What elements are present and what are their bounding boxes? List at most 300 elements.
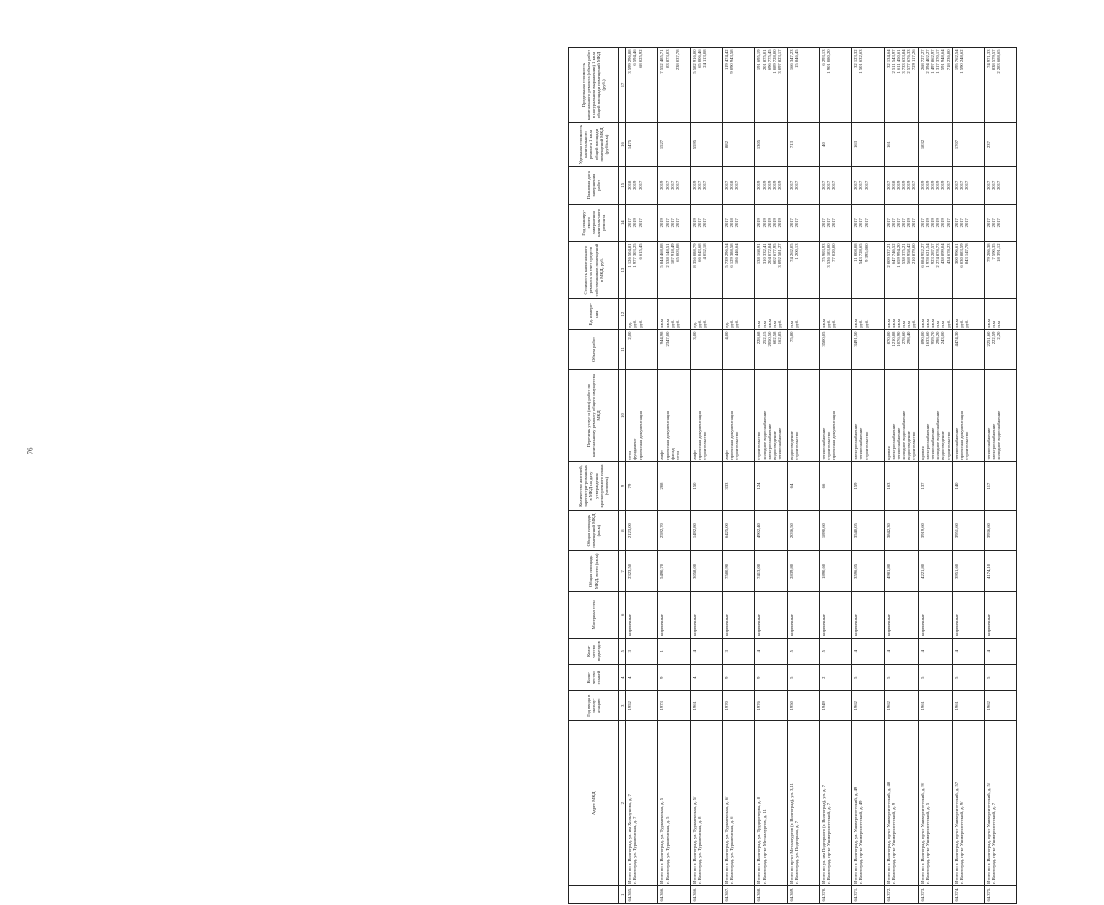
column-number: 9 [619,462,626,510]
table-body [626,48,1017,904]
year-cell: 1970 [723,691,755,721]
year-plan-cell-line: 2017 [826,218,832,228]
year-cell: 1973 [658,691,690,721]
unit-cell-line: п.м [756,321,762,328]
limit-cost-cell-line [864,50,869,121]
date-cell-line: 2019 [659,180,665,190]
unit-cell-line: п.м [991,321,997,328]
cost-cell-line: 1 126 504,81 [627,243,633,268]
limit-cost-cell-line: 1 590 248,62 [958,49,964,74]
date-cell-line: 2017 [831,180,837,190]
column-number: 4 [619,664,626,690]
limit-cost-cell [884,48,918,123]
specific-cost-cell: 1832 [918,123,952,167]
cost-cell [787,241,819,298]
limit-cost-cell-line: 3 599 296,88 [627,49,633,74]
volume-cell [658,330,690,370]
cost-cell-line: 79 286,38 [986,243,992,262]
date-cell-line: 2017 [885,180,891,190]
works-cell-line: строительство [826,431,832,460]
cost-cell-line: 1 977 303,25 [632,243,638,268]
volume-cell-line: 278,60 [901,331,907,345]
volume-cell-line: 870,00 [885,331,891,345]
specific-cost-cell: 40 [819,123,851,167]
limit-cost-cell [852,48,884,123]
cost-cell-line: 77 020,00 [831,243,837,262]
year-cell: 1976 [755,691,787,721]
date-cell-line: 2017 [820,180,826,190]
cost-cell-line: 543 728,65 [858,243,864,265]
works-cell-line: кровля [919,446,925,460]
limit-cost-cell-line: 838 579,57 [991,49,997,71]
year-plan-cell-line: 2017 [664,218,670,228]
entrances-cell: 4 [952,638,984,664]
cost-cell [985,241,1017,298]
year-plan-cell-line: 2019 [940,218,946,228]
row-number: 64.366. [690,886,722,904]
unit-cell-line: п.м [940,321,946,328]
area-cell: 3596,05 [852,551,884,592]
volume-cell-line: 944,98 [659,331,665,345]
volume-cell-line [911,332,916,368]
volume-cell-line [964,332,969,368]
unit-cell-line: руб. [777,319,783,328]
year-plan-cell-line: 2017 [675,218,680,228]
people-cell: 208 [658,462,690,510]
address-cell [884,721,918,886]
table-row [723,48,755,904]
limit-cost-cell-line: 718 236,00 [945,49,951,71]
table-row [755,48,787,904]
cost-cell-line: 65 003,08 [675,243,680,262]
unit-cell-line: кв.м [664,319,670,328]
date-cell-line: 2019 [756,180,762,190]
address-label: г. Волгоград, пр-кт Университетский, д. 9/ [958,801,964,884]
year-plan-cell-line: 2017 [863,218,869,228]
limit-cost-cell-line: 591 948,64 [940,49,946,71]
year-plan-cell-line: 2017 [696,218,702,228]
area-cell: 7580,90 [723,551,755,592]
date-cell-line: 2017 [964,180,970,190]
year-plan-cell-line: 2019 [777,218,783,228]
year-plan-cell-line: 2017 [953,218,959,228]
works-cell-line: теплоснабжение [986,427,992,460]
date-cell-line: 2017 [858,180,864,190]
date-cell-line: 2017 [702,180,708,190]
address-cell [819,721,851,886]
area2-cell: 2592,70 [658,510,690,551]
column-number: 8 [619,510,626,551]
area-cell: 4174,10 [985,551,1017,592]
volume-cell-line [946,332,951,368]
table-row [819,48,851,904]
works-cell [755,369,787,462]
year-plan-cell-line: 2019 [756,218,762,228]
year-plan-cell [787,204,819,241]
unit-cell-line: кв.м [930,319,936,328]
date-cell-line: 2019 [940,180,946,190]
area-cell: 2323,50 [626,551,658,592]
entrances-cell: 3 [626,638,658,664]
total-label: Итого по г. Волгоград, ул. им Хользунова, д. 7 [627,794,633,884]
cost-cell [690,241,722,298]
material-cell: кирпичные [918,592,952,638]
works-cell-line: теплоснабжение [930,427,936,460]
table-row [918,48,952,904]
unit-cell-line: ед. [627,322,633,328]
limit-cost-cell-line: 166 347,23 [788,49,794,71]
cost-cell [658,241,690,298]
unit-cell-line: руб. [911,319,917,328]
works-cell [690,369,722,462]
limit-cost-cell-line: 1 317 370,17 [935,49,941,74]
cost-cell-line: 138 168,91 [756,243,762,265]
date-cell-line: 2019 [895,180,901,190]
address-label: г. Волгоград, пр-кт Университетский, д. 7 [991,802,997,884]
year-plan-cell-line: 2019 [659,218,665,228]
date-cell-line: 2017 [696,180,702,190]
date-cell-line: 2017 [986,180,992,190]
unit-cell-line: руб. [729,319,735,328]
unit-cell [819,299,851,330]
limit-cost-cell [723,48,755,123]
year-plan-cell [819,204,851,241]
row-number: 64.369. [787,886,819,904]
year-plan-cell [755,204,787,241]
cost-cell-line: 6 129 388,58 [729,243,735,268]
people-cell: 163 [884,462,918,510]
specific-cost-cell: 882 [723,123,755,167]
entrances-cell: 4 [918,638,952,664]
date-cell [787,167,819,204]
year-plan-cell-line: 2017 [734,218,740,228]
works-cell-line: проектная документация [831,411,837,460]
year-plan-cell-line: 2019 [761,218,767,228]
works-cell-line: фундамент [632,438,638,460]
cost-cell-line: 186 446,64 [734,243,740,265]
address-cell [918,721,952,886]
column-number: 17 [619,48,626,123]
unit-cell [723,299,755,330]
limit-cost-cell [690,48,722,123]
unit-cell [755,299,787,330]
cost-cell-line: 843 147,78 [964,243,970,265]
material-cell: кирпичные [952,592,984,638]
volume-cell-line: 890,00 [919,331,925,345]
volume-cell [819,330,851,370]
unit-cell-line: кв.м [890,319,896,328]
header-cell: Стоимость капитального ремонта за счет средств собственников помещений в МКД, руб. [569,241,619,298]
material-cell: кирпичные [884,592,918,638]
works-cell-line: электроснабжение [991,423,997,460]
works-cell-line: фасад [669,448,675,460]
table-row [852,48,884,904]
volume-cell [723,330,755,370]
date-cell-line: 2017 [991,180,997,190]
unit-cell [658,299,690,330]
unit-cell-line: руб. [863,319,869,328]
table-row [985,48,1017,904]
works-cell [884,369,918,462]
limit-cost-cell-line: 1 611 450,61 [895,49,901,74]
people-cell: 117 [985,462,1017,510]
entrances-cell: 4 [690,638,722,664]
limit-cost-cell-line: 1 501 632,63 [858,49,864,74]
area2-cell: 3951,60 [952,510,984,551]
works-cell-line: проектная документация [958,411,964,460]
year-plan-cell-line: 2017 [788,218,794,228]
works-cell-line: проектная документация [696,411,702,460]
entrances-cell: 1 [658,638,690,664]
works-cell-line: строительство [756,431,762,460]
floors-cell: 5 [952,664,984,690]
column-number: 7 [619,551,626,592]
volume-cell-line: 3500,05 [820,331,826,347]
works-cell-line: лифт [691,450,697,460]
volume-cell-line: 1076,90 [895,331,901,347]
year-cell: 1949 [819,691,851,721]
header-cell: Общая площадь МКД, всего (кв.м) [569,551,619,592]
date-cell [952,167,984,204]
year-cell: 1952 [626,691,658,721]
works-cell-line: холодное водоснабжение [935,410,941,460]
volume-cell [918,330,952,370]
date-cell-line: 2017 [724,180,730,190]
header-cell: Ед. измере-ния [569,299,619,330]
column-number: 1 [619,886,626,904]
floors-cell: 2 [819,664,851,690]
volume-cell-line [638,332,643,368]
people-cell: 124 [755,462,787,510]
entrances-cell: 4 [985,638,1017,664]
cost-cell-line: 1 659 994,20 [895,243,901,268]
limit-cost-cell-line: 5 582 916,00 [691,49,697,74]
limit-cost-cell-line: 2 577 676,33 [906,49,912,74]
cost-cell [755,241,787,298]
limit-cost-cell-line: 24 113,08 [702,49,708,68]
works-cell-line: теплоснабжение [895,427,901,460]
header-cell: Год ввода в эксплу-атацию [569,691,619,721]
year-plan-cell-line: 2017 [853,218,859,228]
cost-cell-line: 602 677,95 [771,243,777,265]
year-plan-cell-line: 2017 [702,218,708,228]
cost-cell-line: 538 375,21 [901,243,907,265]
address-label: г. Волгоград, пр-кт Университетский, д. 7 [826,802,832,884]
year-plan-cell-line: 2017 [831,218,837,228]
column-number-row [619,48,626,904]
people-cell: 66 [819,462,851,510]
volume-cell-line [864,332,869,368]
date-cell-line: 2018 [627,180,633,190]
date-cell-line: 2017 [945,180,951,190]
total-label: Итого по г. Волгоград, ул. Университетский, д. 49 [853,786,859,884]
year-plan-cell-line: 2019 [691,218,697,228]
people-cell: 79 [626,462,658,510]
address-label: г. Волгоград, пр-кт Университетский, д. 49 [858,800,864,884]
limit-cost-cell [952,48,984,123]
date-cell-line: 2017 [734,180,740,190]
header-cell: Год планиру-емого завершения капиталь-ного ремонта [569,204,619,241]
year-plan-cell-line: 2017 [986,218,992,228]
floors-cell: 9 [755,664,787,690]
limit-cost-cell-line: 729 117,26 [911,49,917,71]
column-number: 6 [619,592,626,638]
limit-cost-cell-line: 74 971,33 [986,49,992,68]
area-cell: 3058,00 [690,551,722,592]
year-plan-cell-line: 2017 [911,218,917,228]
date-cell [755,167,787,204]
people-cell: 140 [952,462,984,510]
limit-cost-cell-line: 696 775,45 [766,49,772,71]
works-cell-line: холодное водоснабжение [901,410,907,460]
row-number: 64.367. [723,886,755,904]
date-cell [852,167,884,204]
cost-cell-line: 187 918,49 [669,243,675,265]
material-cell: кирпичные [985,592,1017,638]
area2-cell: 3842,30 [884,510,918,551]
cost-cell-line: 3 092 581,27 [777,243,783,268]
date-cell [819,167,851,204]
limit-cost-cell-line [734,50,739,121]
unit-cell [884,299,918,330]
rotated-table-container [568,47,1104,904]
address-label: г. Волгоград, пр-кт Университетский, д. 5 [924,802,930,884]
limit-cost-cell [985,48,1017,123]
header-row [569,48,619,904]
limit-cost-cell [918,48,952,123]
limit-cost-cell-line: 15 846,45 [793,49,799,68]
works-cell-line: электроснабжение [924,423,930,460]
volume-cell-line: 3,00 [691,331,697,340]
limit-cost-cell-line: 6 293,13 [820,49,826,66]
works-cell-line: водоотведение [788,431,794,460]
limit-cost-cell-line [831,50,836,121]
row-number: 64.372. [884,886,918,904]
unit-cell-line: п.м [996,321,1002,328]
total-label: Итого по пр-кт Металлургов (г. Волгоград), ул. 3,11 [788,783,794,884]
limit-cost-cell-line: 65 006,46 [696,49,702,68]
address-label: г. Волгоград, ул. Туркменская, д. 6 [729,816,735,884]
table-row [884,48,918,904]
specific-cost-cell: 1707 [952,123,984,167]
limit-cost-cell-line: 195 762,54 [953,49,959,71]
unit-cell-line: руб. [858,319,864,328]
header-cell: Материал стен [569,592,619,638]
header-cell: Объем работ [569,330,619,370]
floors-cell: 5 [884,664,918,690]
entrances-cell: 5 [819,638,851,664]
cost-cell-line: 923 287,57 [930,243,936,265]
table-row [626,48,658,904]
area-cell: 3951,60 [952,551,984,592]
date-cell-line: 2017 [788,180,794,190]
total-label: Итого по г. Волгоград, ул. Туркменская, д. 5/ [691,796,697,884]
year-plan-cell [852,204,884,241]
year-plan-cell-line: 2019 [766,218,772,228]
works-cell-line: холодное водоснабжение [761,410,767,460]
volume-cell-line: 4,00 [724,331,730,340]
specific-cost-cell: 163 [852,123,884,167]
people-cell: 333 [723,462,755,510]
date-cell-line: 2017 [793,180,799,190]
row-number: 64.370. [819,886,851,904]
works-cell-line: теплоснабжение [777,427,783,460]
cost-cell-line: 11 008,08 [853,243,859,262]
works-cell-line: сети [627,451,633,460]
area2-cell: 4902,40 [755,510,787,551]
unit-cell-line: руб. [632,319,638,328]
cost-cell-line: 2 009 537,21 [885,243,891,268]
total-label: Итого по г. Волгоград, пр-кт Университетский, д. 5/ [986,782,992,884]
year-cell: 1950 [787,691,819,721]
floors-cell: 5 [918,664,952,690]
year-plan-cell [884,204,918,241]
volume-cell [787,330,819,370]
works-cell [918,369,952,462]
column-number: 13 [619,241,626,298]
year-plan-cell-line: 2017 [627,218,633,228]
table-row [658,48,690,904]
cost-cell-line: 7 590,35 [991,243,997,260]
volume-cell-line [831,332,836,368]
total-label: Итого по ул. им Подгорного (г. Волгоград), ул. д. 7 [820,784,826,884]
year-cell: 1961 [918,691,952,721]
year-plan-cell-line: 2017 [919,218,925,228]
area-cell: 2839,80 [787,551,819,592]
unit-cell-line: п.м [761,321,767,328]
floors-cell: 9 [723,664,755,690]
year-plan-cell-line: 2017 [901,218,907,228]
area2-cell: 2123,00 [626,510,658,551]
date-cell [690,167,722,204]
area-cell: 1890,60 [819,551,851,592]
address-label: г. Волгоград, ул. Туркменская, д. 8 [696,816,702,884]
works-cell-line: теплоснабжение [953,427,959,460]
header-cell: Перечень услуг и (или) работ по капитальному ремонту общего имущества МКД [569,369,619,462]
entrances-cell: 4 [755,638,787,664]
address-cell [626,721,658,886]
year-plan-cell-line: 2019 [906,218,912,228]
year-plan-cell [658,204,690,241]
unit-cell-line: п.м [935,321,941,328]
people-cell: 150 [690,462,722,510]
header-cell: Адрес МКД [569,721,619,886]
unit-cell-line: руб. [696,319,702,328]
works-cell-line: кровля [885,446,891,460]
unit-cell-line: кв.м [895,319,901,328]
volume-cell [626,330,658,370]
cost-cell-line: 6 030 883,59 [958,243,964,268]
cost-cell [852,241,884,298]
year-cell: 1961 [952,691,984,721]
total-label: Итого по г. Волгоград, ул. Туркменская, д. 6/ [724,796,730,884]
date-cell-line: 2018 [890,180,896,190]
area2-cell: 1492,80 [690,510,722,551]
unit-cell-line: руб. [734,319,740,328]
column-number: 3 [619,691,626,721]
volume-cell-line: 298,20 [935,331,941,345]
volume-cell-line: 75,80 [788,331,794,342]
cost-cell [626,241,658,298]
year-plan-cell-line: 2017 [820,218,826,228]
volume-cell [985,330,1017,370]
volume-cell [852,330,884,370]
year-plan-cell-line: 2017 [637,218,643,228]
address-cell [852,721,884,886]
entrances-cell: 5 [787,638,819,664]
row-number: 64.366. [658,886,690,904]
limit-cost-cell-line: 191 695,19 [756,49,762,71]
